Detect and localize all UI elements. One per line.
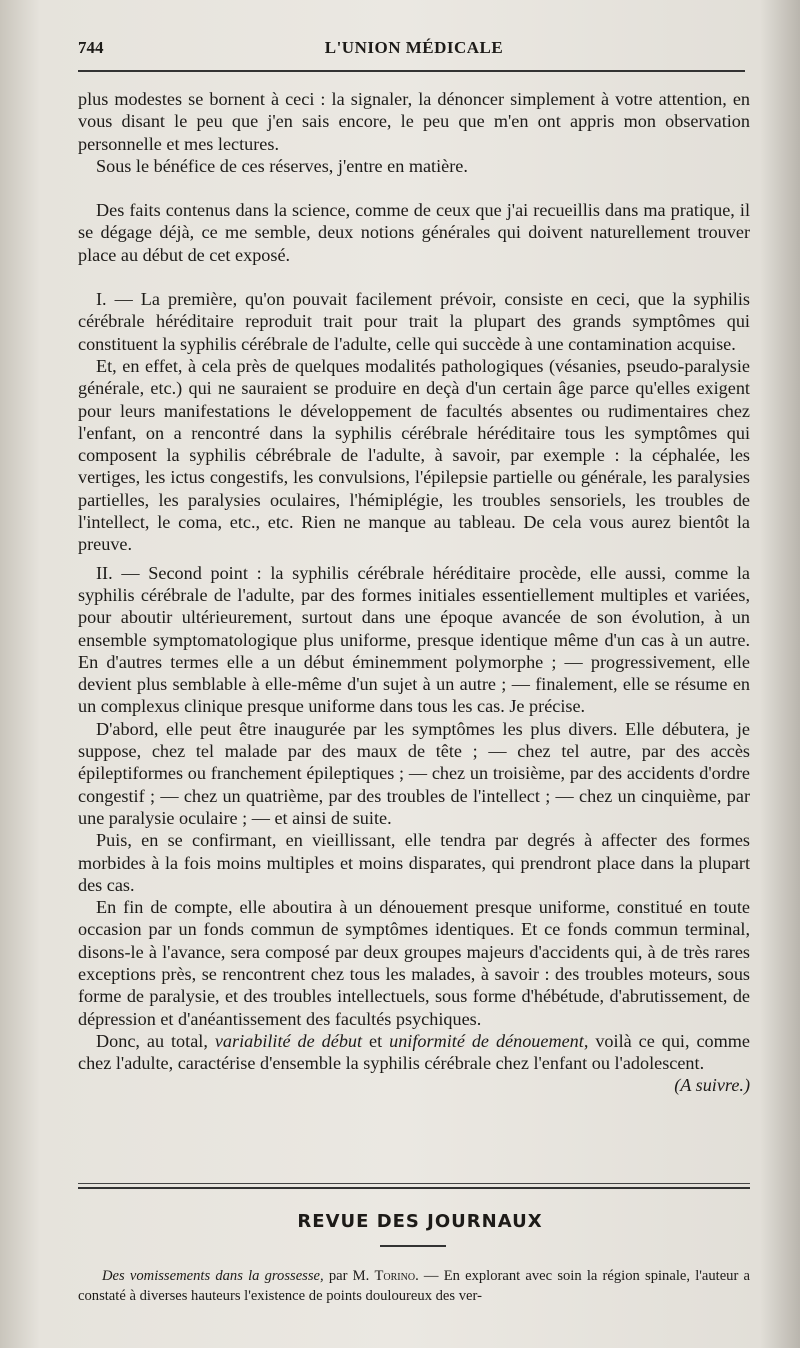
emphasis: variabilité de début xyxy=(214,1030,363,1051)
header-rule xyxy=(78,70,745,72)
journal-title: L'UNION MÉDICALE xyxy=(324,38,504,57)
text-run: , voilà ce qui, comme chez l'adulte, caractérise d'ensemble la syphilis cérébrale chez l'enfant ou l'adolescent. xyxy=(78,1030,750,1074)
review-entry xyxy=(78,1266,750,1306)
section-underline xyxy=(380,1245,446,1247)
paragraph: Sous le bénéfice de ces réserves, j'entre en matière. xyxy=(96,155,468,176)
page-header xyxy=(78,36,750,60)
article-body xyxy=(78,88,750,1097)
paragraph: Des faits contenus dans la science, comme de ceux que j'ai recueillis dans ma pratique, il se dégage déjà, ce me semble, deux notions générales qui doivent naturellement trouver place au début de cet exposé. xyxy=(78,200,750,265)
paragraph-conclusion xyxy=(78,1030,750,1096)
emphasis: uniformité de dénouement xyxy=(389,1030,584,1051)
to-be-continued: (A suivre.) xyxy=(674,1075,750,1096)
review-paragraph xyxy=(78,1266,750,1306)
text-run: par M. xyxy=(323,1268,375,1284)
paragraph: En fin de compte, elle aboutira à un dénouement presque uniforme, constitué en toute occasion par un fonds commun de symptômes identiques. Et ce fonds commun terminal, disons-le à l'avance, sera composé par deux groupes majeurs d'accidents qui, à de très rares exceptions près, se rencontrent chez tous les malades, à savoir : des troubles moteurs, sous forme de paralysie, et des troubles intellectuels, sous forme d'hébétude, d'abrutissement, de dépression et d'anéantissement des facultés psychiques. xyxy=(78,897,750,1029)
paragraph: Et, en effet, à cela près de quelques modalités pathologiques (vésanies, pseudo-paralysie générale, etc.) qui ne sauraient se produire en deçà d'un certain âge parce qu'elles exigent pour leurs manifestations le développement de facultés absentes ou rudimentaires chez l'enfant, on a rencontré dans la syphilis cérébrale héréditaire tous les symptômes qui composent la syphilis cébrébrale de l'adulte, à savoir, par exemple : la céphalée, les vertiges, les ictus congestifs, les convulsions, l'épilepsie partielle ou générale, les paralysies partielles, les paralysies oculaires, l'hémiplégie, les troubles sensoriels, les troubles de l'intellect, le coma, etc., etc. Rien ne manque au tableau. De cela vous aurez bientôt la preuve. xyxy=(78,355,750,555)
review-author: Torino xyxy=(374,1268,416,1284)
paragraph: I. — La première, qu'on pouvait facilement prévoir, consiste en ceci, que la syphilis cérébrale héréditaire reproduit trait pour trait la plupart des grands symptômes qui constituent la syphilis cérébrale de l'adulte, celle qui succède à une contamination acquise. xyxy=(78,289,750,354)
text-run: et xyxy=(362,1030,390,1051)
paragraph: Puis, en se confirmant, en vieillissant, elle tendra par degrés à affecter des formes morbides à la fois moins multiples et moins disparates, qui prendront place dans la plupart des cas. xyxy=(78,830,750,895)
paragraph: D'abord, elle peut être inaugurée par les symptômes les plus divers. Elle débutera, je suppose, chez tel malade par des maux de tête ; — chez tel autre, par des accès épileptiformes ou franchement épileptiques ; — chez un troisième, par des accidents d'ordre congestif ; — chez un quatrième, par des troubles de l'intellect ; — chez un cinquième, par une paralysie oculaire ; — et ainsi de suite. xyxy=(78,718,750,828)
paragraph: II. — Second point : la syphilis cérébrale héréditaire procède, elle aussi, comme la syphilis cérébrale de l'adulte, par des formes initiales essentiellement multiples et variées, pour aboutir ultérieurement, surtout dans une époque avancée de son évolution, à un ensemble symptomatologique plus uniforme, presque identique même d'un cas à un autre. En d'autres termes elle a un début éminemment polymorphe ; — progressivement, elle devient plus semblable à elle-même d'un sujet à un autre ; — finalement, elle se résume en un complexus clinique presque uniforme dans tous les cas. Je précise. xyxy=(78,562,750,717)
review-lead: Des vomissements dans la grossesse, xyxy=(102,1268,324,1284)
section-title: REVUE DES JOURNAUX xyxy=(297,1211,543,1232)
text-run: Donc, au total, xyxy=(96,1030,215,1051)
paragraph: plus modestes se bornent à ceci : la signaler, la dénoncer simplement à votre attention, en vous disant le peu que j'en sais encore, le peu que m'en ont appris mon observation personnelle et mes lectures. xyxy=(78,89,750,154)
text-run: . — En explorant avec soin la région spinale, l'auteur a constaté à diverses hauteurs l'existence de points douloureux des ver- xyxy=(78,1268,751,1304)
page-number: 744 xyxy=(78,38,104,57)
section-divider xyxy=(78,1183,750,1189)
